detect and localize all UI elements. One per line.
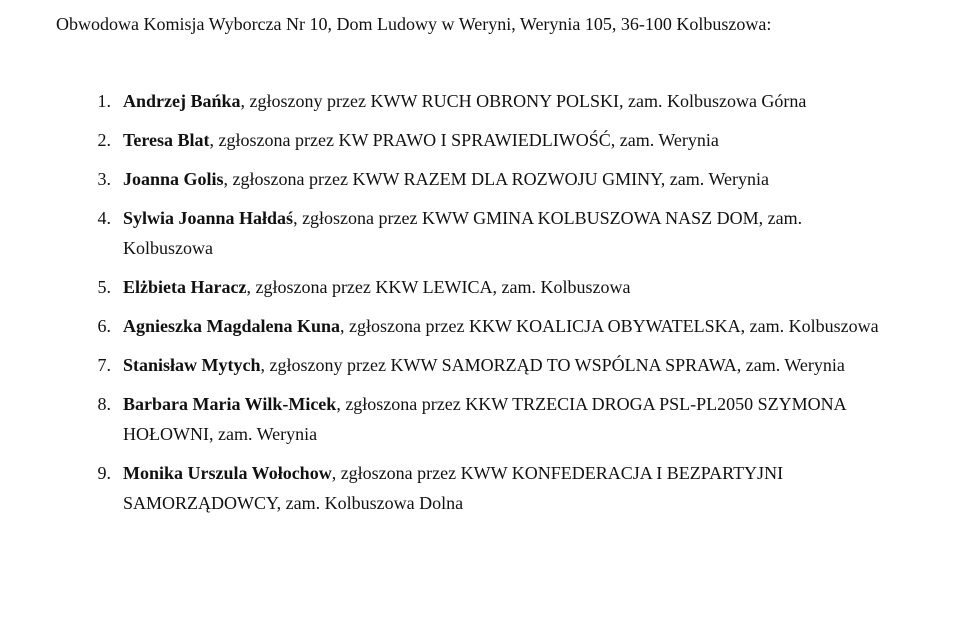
list-number: 2. [97,130,111,150]
list-number: 7. [97,355,111,375]
member-details: , zgłoszona przez KWW RAZEM DLA ROZWOJU GMINY, zam. Werynia [223,169,769,189]
member-name: Elżbieta Haracz [123,277,247,297]
member-name: Barbara Maria Wilk-Micek [123,394,337,414]
member-name: Sylwia Joanna Hałdaś [123,208,294,228]
member-name: Agnieszka Magdalena Kuna [123,316,341,336]
member-entry [123,311,893,341]
member-entry [123,164,893,194]
member-details: , zgłoszona przez KKW KOALICJA OBYWATELSKA, zam. Kolbuszowa [340,316,879,336]
list-number: 8. [97,394,111,414]
member-name: Monika Urszula Wołochow [123,463,332,483]
list-number: 1. [97,91,111,111]
member-entry [123,272,893,302]
list-item [56,350,960,380]
member-list [56,86,960,518]
member-details: , zgłoszona przez KWW KONFEDERACJA I BEZPARTYJNI SAMORZĄDOWCY, zam. Kolbuszowa Dolna [123,463,784,513]
member-details: , zgłoszona przez KW PRAWO I SPRAWIEDLIWOŚĆ, zam. Werynia [209,130,719,150]
member-name: Teresa Blat [123,130,210,150]
member-entry [123,350,893,380]
member-details: , zgłoszona przez KKW TRZECIA DROGA PSL-PL2050 SZYMONA HOŁOWNI, zam. Werynia [123,394,846,444]
member-name: Andrzej Bańka [123,91,241,111]
commission-heading: Obwodowa Komisja Wyborcza Nr 10, Dom Ludowy w Weryni, Werynia 105, 36-100 Kolbuszowa: [56,14,772,34]
list-item [56,125,960,155]
list-item [56,86,960,116]
list-item [56,311,960,341]
member-name: Joanna Golis [123,169,224,189]
member-details: , zgłoszona przez KKW LEWICA, zam. Kolbuszowa [246,277,631,297]
list-item [56,203,960,263]
list-number: 3. [97,169,111,189]
list-item [56,458,960,518]
member-details: , zgłoszony przez KWW SAMORZĄD TO WSPÓLNA SPRAWA, zam. Werynia [260,355,845,375]
list-number: 9. [97,463,111,483]
list-item [56,389,960,449]
member-name: Stanisław Mytych [123,355,261,375]
member-details: , zgłoszona przez KWW GMINA KOLBUSZOWA NASZ DOM, zam. Kolbuszowa [123,208,803,258]
list-item [56,164,960,194]
list-item [56,272,960,302]
member-entry [123,125,893,155]
member-entry [123,458,893,518]
list-number: 5. [97,277,111,297]
member-entry [123,203,893,263]
list-number: 4. [97,208,111,228]
member-details: , zgłoszony przez KWW RUCH OBRONY POLSKI, zam. Kolbuszowa Górna [240,91,807,111]
list-number: 6. [97,316,111,336]
member-entry [123,86,893,116]
member-entry [123,389,893,449]
